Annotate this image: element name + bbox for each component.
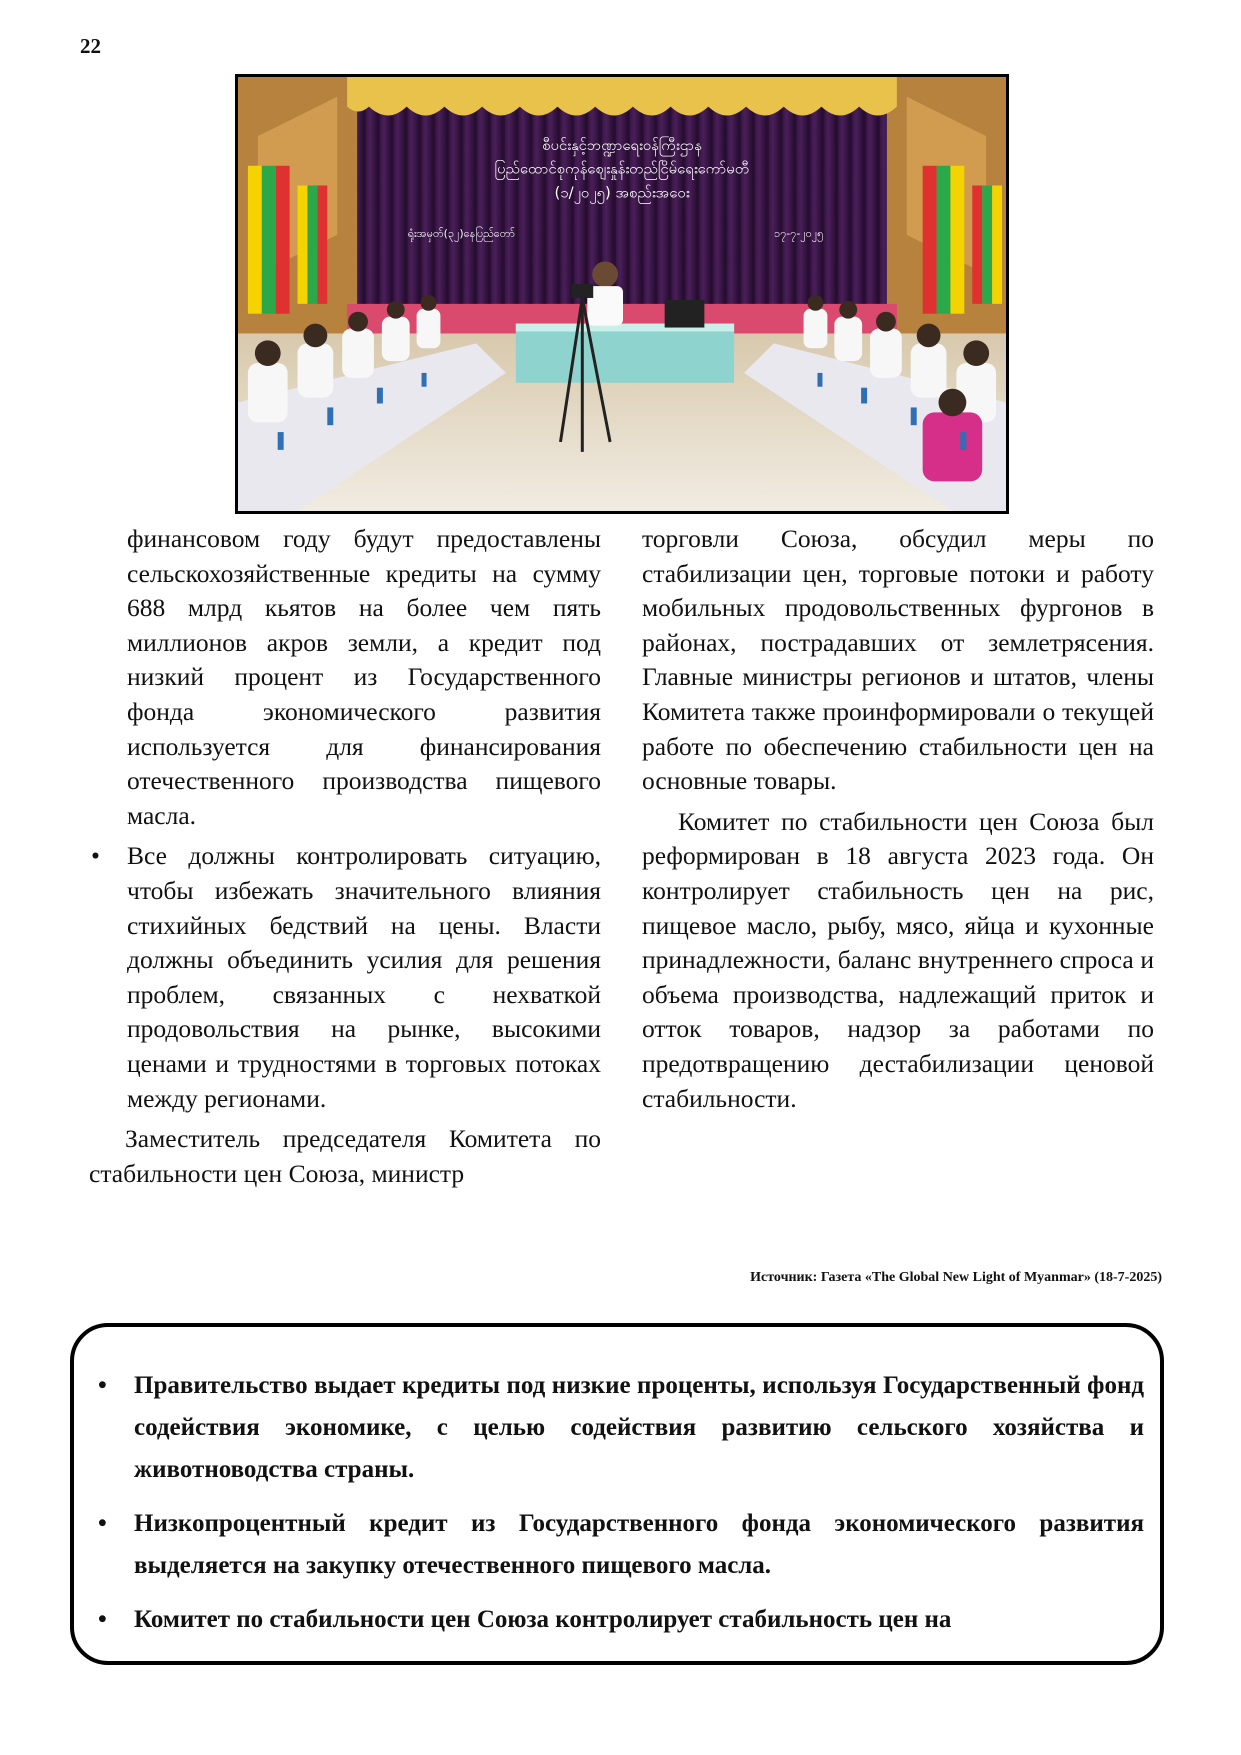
left-column: [89, 522, 601, 1191]
bullet-marker: •: [91, 841, 100, 871]
banner-left-caption: ရုံးအမှတ်(၃၂)နေပြည်တော်: [407, 226, 515, 240]
right-column: [642, 522, 1154, 1116]
summary-box: [70, 1323, 1164, 1665]
meeting-photo-illustration: [238, 77, 1006, 511]
bullet-marker: •: [98, 1606, 107, 1633]
summary-item-text: Низкопроцентный кредит из Государственного фонда экономического развития выделяется на закупку отечественного пищевого масла.: [134, 1510, 1144, 1579]
summary-list: [74, 1365, 1164, 1653]
bullet-marker: •: [98, 1510, 107, 1537]
banner-line-2: ပြည်ထောင်စုကုန်စျေးနှုန်းတည်ငြိမ်ရေးကော်မတီ: [494, 160, 750, 178]
banner-line-3: (၁/၂၀၂၅) အစည်းအဝေး: [554, 184, 690, 202]
bullet-marker: •: [98, 1372, 107, 1399]
right-paragraph-2: Комитет по стабильности цен Союза был реформирован в 18 августа 2023 года. Он контролирует стабильность цен на рис, пищевое масло, рыбу, мясо, яйца и кухонные принадлежности, баланс внутреннего спроса и объема производства, надлежащий приток и отток товаров, надзор за работами по предотвращению дестабилизации ценовой стабильности.: [642, 806, 1154, 1113]
right-paragraph-1: торговли Союза, обсудил меры по стабилизации цен, торговые потоки и работу мобильных продовольственных фургонов в районах, пострадавших от землетрясения. Главные министры регионов и штатов, члены Комитета также проинформировали о текущей работе по обеспечению стабильности цен на основные товары.: [642, 524, 1154, 796]
banner-right-caption: ၁၇-၇-၂၀၂၅: [773, 226, 824, 240]
left-paragraph: Заместитель председателя Комитета по стабильности цен Союза, министр: [89, 1124, 601, 1188]
left-continuation-paragraph: финансовом году будут предоставлены сельскохозяйственные кредиты на сумму 688 млрд кьятов на более чем пять миллионов акров земли, а кредит под низкий процент из Государственного фонда экономического развития используется для финансирования отечественного производства пищевого масла.: [127, 524, 601, 830]
banner-line-1: စီပင်းနှင့်ဘဏ္ဍာရေးဝန်ကြီးဌာန: [542, 137, 702, 154]
summary-item: [74, 1599, 1164, 1641]
source-citation: Источник: Газета «The Global New Light of Myanmar» (18-7-2025): [750, 1270, 1162, 1285]
left-bullet-item: [89, 839, 601, 1116]
summary-item-text: Правительство выдает кредиты под низкие проценты, используя Государственный фонд содействия экономике, с целью содействия развитию сельского хозяйства и животноводства страны.: [134, 1372, 1144, 1483]
left-bullet-text: Все должны контролировать ситуацию, чтобы избежать значительного влияния стихийных бедствий на цены. Власти должны объединить усилия для решения проблем, связанных с нехваткой продовольствия на рынке, высокими ценами и трудностями в торговых потоках между регионами.: [127, 841, 601, 1113]
meeting-photo: [235, 74, 1009, 514]
page-number: 22: [80, 34, 101, 58]
summary-item: [74, 1365, 1164, 1491]
summary-item-text: Комитет по стабильности цен Союза контролирует стабильность цен на: [134, 1606, 952, 1633]
summary-item: [74, 1503, 1164, 1587]
